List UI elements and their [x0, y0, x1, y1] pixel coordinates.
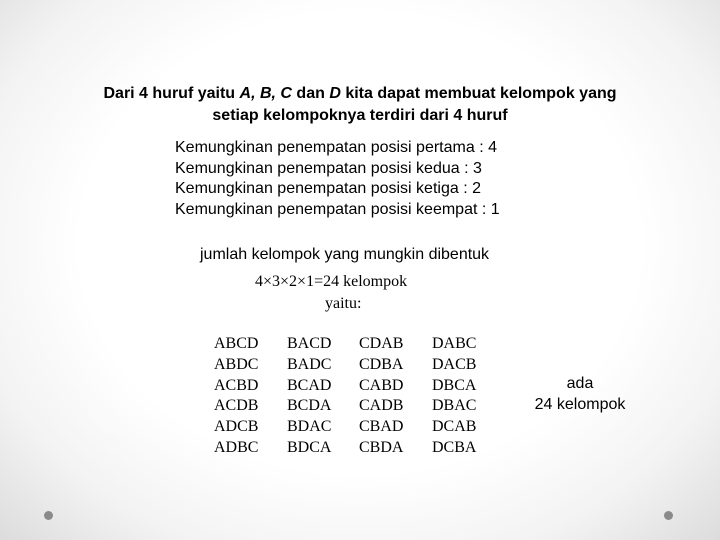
- group-item: CABD: [359, 376, 404, 394]
- possibilities-list: [175, 138, 500, 220]
- group-column-b: [287, 334, 331, 459]
- group-item: CDBA: [359, 355, 404, 373]
- slide-title: [40, 83, 680, 127]
- possibility-item: Kemungkinan penempatan posisi pertama : 4: [175, 139, 497, 156]
- group-item: ABCD: [214, 335, 259, 352]
- group-item: CBAD: [359, 418, 404, 436]
- group-column-c: [359, 334, 403, 459]
- group-item: ABDC: [214, 355, 259, 373]
- decorative-dot-right: [664, 511, 673, 520]
- letter-b: B,: [259, 85, 276, 102]
- group-column-a: [214, 334, 258, 459]
- jumlah-text: jumlah kelompok yang mungkin dibentuk: [200, 246, 490, 263]
- group-item: DBAC: [432, 397, 477, 415]
- group-item: BDAC: [287, 418, 332, 436]
- group-item: ACBD: [214, 376, 259, 394]
- letter-d: D: [329, 85, 341, 102]
- yaitu-label: yaitu:: [325, 295, 362, 312]
- possibility-item: Kemungkinan penempatan posisi kedua : 3: [175, 159, 482, 177]
- group-item: DACB: [432, 355, 477, 373]
- group-item: ADBC: [214, 438, 259, 456]
- group-item: ACDB: [214, 397, 259, 415]
- summary-line-1: ada: [566, 375, 594, 392]
- decorative-dot-left: [44, 511, 53, 520]
- summary-text: [520, 373, 640, 415]
- group-item: BACD: [287, 335, 332, 352]
- group-item: BDCA: [287, 438, 332, 456]
- title-text-2: kita dapat membuat kelompok yang: [340, 85, 617, 102]
- title-line-2: setiap kelompoknya terdiri dari 4 huruf: [212, 107, 508, 124]
- group-item: CADB: [359, 397, 404, 415]
- formula: 4×3×2×1=24 kelompok: [255, 273, 408, 290]
- group-item: DCBA: [432, 438, 477, 456]
- letter-a: A,: [239, 85, 256, 102]
- letter-c: C: [280, 85, 292, 102]
- group-item: CBDA: [359, 438, 404, 456]
- title-text: Dari 4 huruf yaitu: [103, 85, 240, 102]
- group-item: DCAB: [432, 418, 477, 436]
- summary-line-2: 24 kelompok: [534, 396, 626, 413]
- group-item: DABC: [432, 335, 477, 352]
- possibility-item: Kemungkinan penempatan posisi keempat : 1: [175, 200, 500, 218]
- group-item: BADC: [287, 355, 332, 373]
- group-item: CDAB: [359, 335, 404, 352]
- group-item: DBCA: [432, 376, 477, 394]
- title-and: dan: [291, 85, 330, 102]
- group-item: ADCB: [214, 418, 259, 436]
- group-column-d: [432, 334, 476, 459]
- group-item: BCDA: [287, 397, 332, 415]
- group-item: BCAD: [287, 376, 332, 394]
- possibility-item: Kemungkinan penempatan posisi ketiga : 2: [175, 180, 481, 197]
